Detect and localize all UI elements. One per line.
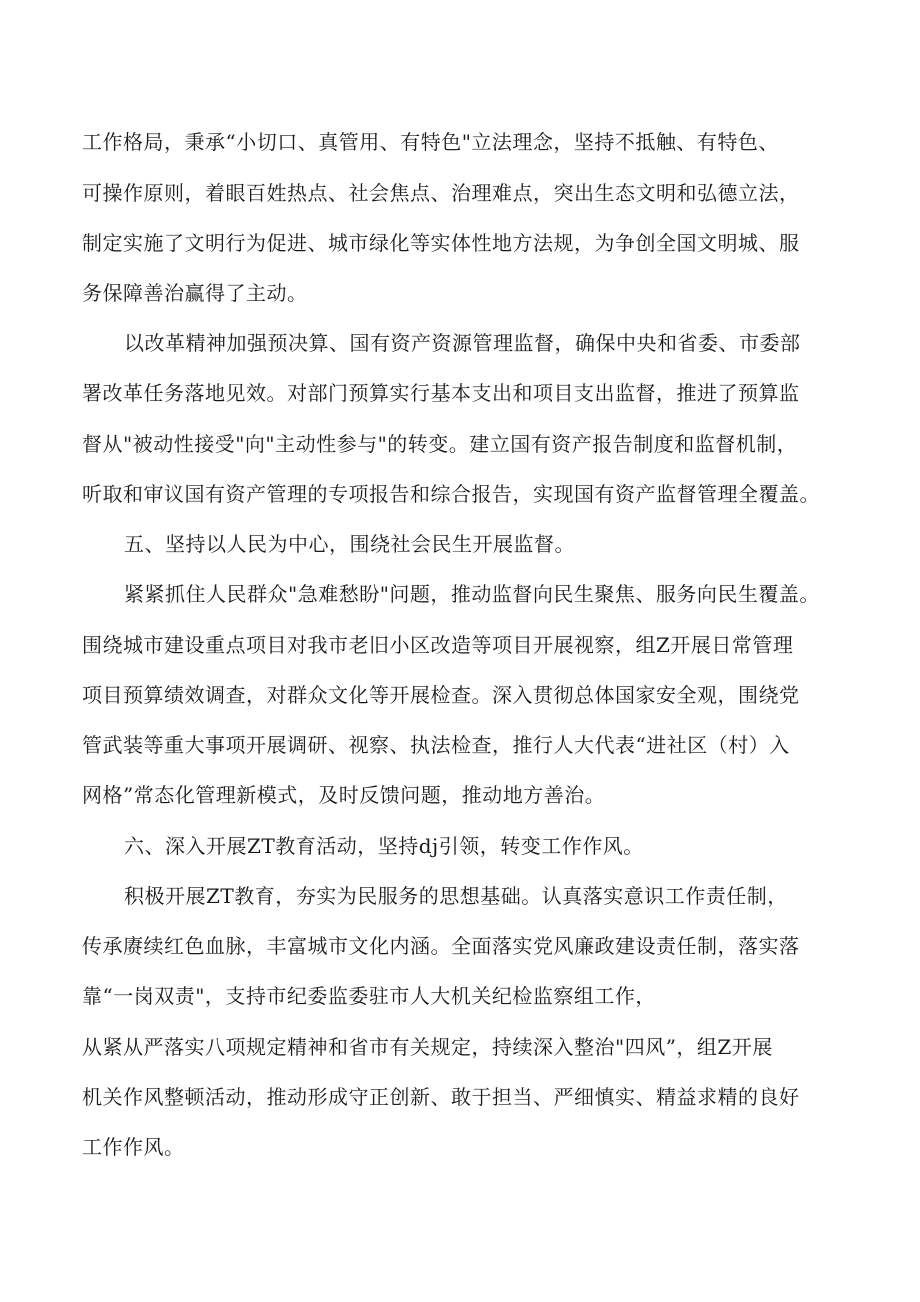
text-line: 务保障善治赢得了主动。 — [82, 281, 308, 305]
text-line: 靠“一岗双责"，支持市纪委监委驻市人大机关纪检监察组工作， — [82, 984, 656, 1008]
text-line: 制定实施了文明行为促进、城市绿化等实体性地方法规，为争创全国文明城、服 — [82, 231, 800, 255]
text-line: 机关作风整顿活动，推动形成守正创新、敢于担当、严细慎实、精益求精的良好 — [82, 1085, 800, 1109]
paragraph-first-line: 积极开展ZT教育，夯实为民服务的思想基础。认真落实意识工作责任制， — [124, 884, 788, 908]
section-heading: 六、深入开展ZT教育活动，坚持dj引领，转变工作作风。 — [124, 834, 644, 858]
text-line: 围绕城市建设重点项目对我市老旧小区改造等项目开展视察，组Z开展日常管理 — [82, 633, 794, 657]
text-line: 听取和审议国有资产管理的专项报告和综合报告，实现国有资产监督管理全覆盖。 — [82, 482, 820, 506]
text-line: 工作格局，秉承“小切口、真管用、有特色"立法理念，坚持不抵触、有特色、 — [82, 130, 779, 154]
text-line: 传承赓续红色血脉，丰富城市文化内涵。全面落实党风廉政建设责任制，落实落 — [82, 934, 800, 958]
text-line: 从紧从严落实八项规定精神和省市有关规定，持续深入整治"四风”，组Z开展 — [82, 1035, 773, 1059]
section-heading: 五、坚持以人民为中心，围绕社会民生开展监督。 — [124, 532, 575, 556]
text-line: 项目预算绩效调查，对群众文化等开展检查。深入贯彻总体国家安全观，围绕党 — [82, 683, 800, 707]
paragraph-first-line: 以改革精神加强预决算、国有资产资源管理监督，确保中央和省委、市委部 — [124, 331, 801, 355]
paragraph-first-line: 紧紧抓住人民群众"急难愁盼"问题，推动监督向民生聚焦、服务向民生覆盖。 — [124, 582, 820, 606]
text-line: 工作作风。 — [82, 1135, 185, 1159]
text-line: 督从"被动性接受"向"主动性参与"的转变。建立国有资产报告制度和监督机制， — [82, 432, 798, 456]
text-line: 网格”常态化管理新模式，及时反馈问题，推动地方善治。 — [82, 783, 606, 807]
text-line: 署改革任务落地见效。对部门预算实行基本支出和项目支出监督，推进了预算监 — [82, 381, 800, 405]
text-line: 管武装等重大事项开展调研、视察、执法检查，推行人大代表“进社区（村）入 — [82, 733, 790, 757]
text-line: 可操作原则，着眼百姓热点、社会焦点、治理难点，突出生态文明和弘德立法， — [82, 181, 800, 205]
